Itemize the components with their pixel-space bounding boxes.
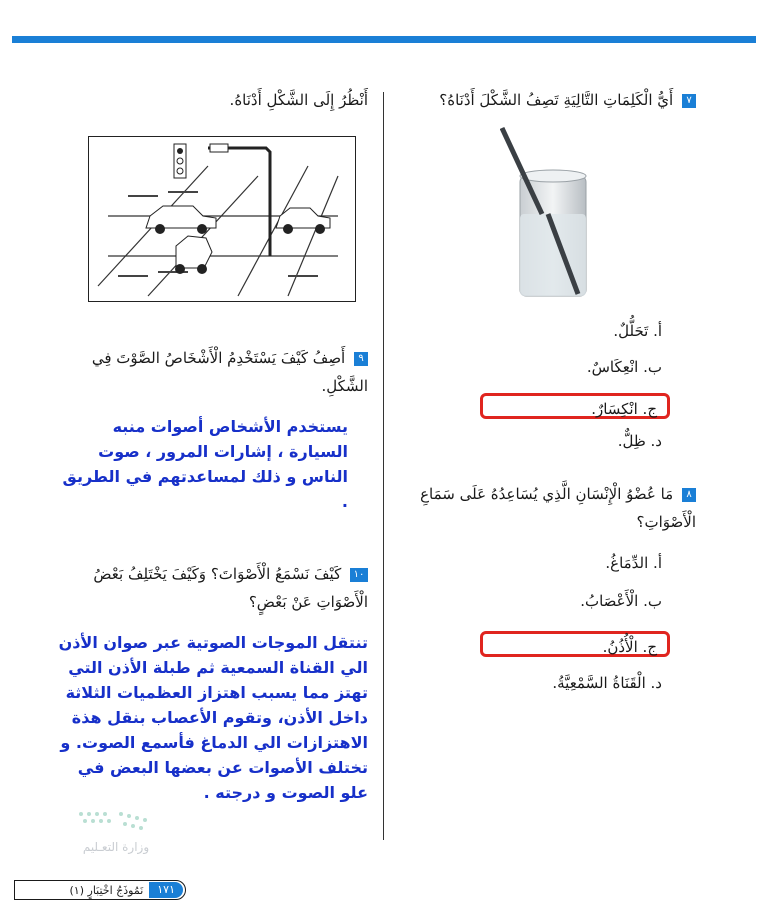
ministry-logo-icon [71, 806, 161, 836]
q10-answer: تنتقل الموجات الصوتية عبر صوان الأذن الي القناة السمعية ثم طبلة الأذن التي تهتز مما يسبب اهتزاز العظميات الثلاثة داخل الأذن، وتقوم الأعصاب بنقل هذة الاهتزازات الي الدماغ فأسمع الصوت. و تختلف الأصوات عن بعضها البعض في علو الصوت و درجته . [58, 633, 368, 802]
watermark-text: وزارة التعـليم [82, 840, 150, 854]
glass-refraction-illustration [500, 126, 600, 346]
page-footer [14, 880, 186, 900]
top-accent-bar [12, 36, 756, 43]
question-8 [396, 480, 696, 536]
footer-label: نَمُوذَجُ اخْتِبَارٍ (١) [69, 883, 144, 897]
question-9 [58, 344, 368, 400]
q8-option-d[interactable]: د. الْقَنَاةُ السَّمْعِيَّةُ. [552, 674, 662, 692]
q7-option-b[interactable]: ب. انْعِكَاسٌ. [586, 358, 662, 376]
page-number: ١٧١ [149, 882, 183, 898]
question-text: أَيُّ الْكَلِمَاتِ التَّالِيَةِ تَصِفُ الشَّكْلَ أَدْنَاهُ؟ [439, 91, 674, 109]
question-text: أَصِفُ كَيْفَ يَسْتَخْدِمُ الْأَشْخَاصُ الصَّوْتَ فِي الشَّكْلِ. [91, 349, 368, 395]
q7-option-d[interactable]: د. ظِلٌّ. [617, 432, 662, 450]
question-number-badge: ٧ [682, 94, 696, 108]
column-divider [383, 92, 384, 840]
question-number-badge: ١٠ [350, 568, 368, 582]
question-number-badge: ٩ [354, 352, 368, 366]
q9-answer: يستخدم الأشخاص أصوات منبه السيارة ، إشارات المرور ، صوت الناس و ذلك لمساعدتهم في الطريق . [62, 417, 348, 511]
question-7 [396, 86, 696, 114]
question-number-badge: ٨ [682, 488, 696, 502]
question-10 [58, 560, 368, 616]
section-heading: أَنْظُرُ إِلَى الشَّكْلِ أَدْنَاهُ. [229, 91, 368, 109]
q8-option-a[interactable]: أ. الدِّمَاغُ. [605, 554, 662, 572]
ministry-watermark [46, 806, 186, 854]
q8-option-b[interactable]: ب. الْأَعْصَابُ. [580, 592, 662, 610]
q8-option-c-selected[interactable]: ج. الْأُذُنُ. [480, 631, 670, 657]
question-text: مَا عُضْوُ الْإِنْسَانِ الَّذِي يُسَاعِدُهُ عَلَى سَمَاعِ الْأَصْوَاتِ؟ [420, 485, 696, 531]
q7-option-c-selected[interactable]: ج. انْكِسَارٌ. [480, 393, 670, 419]
q7-option-a[interactable]: أ. تَحَلُّلٌ. [613, 322, 662, 340]
traffic-intersection-illustration [88, 136, 356, 302]
question-text: كَيْفَ نَسْمَعُ الْأَصْوَاتَ؟ وَكَيْفَ يَخْتَلِفُ بَعْضُ الْأَصْوَاتِ عَنْ بَعْضٍ؟ [93, 565, 368, 611]
